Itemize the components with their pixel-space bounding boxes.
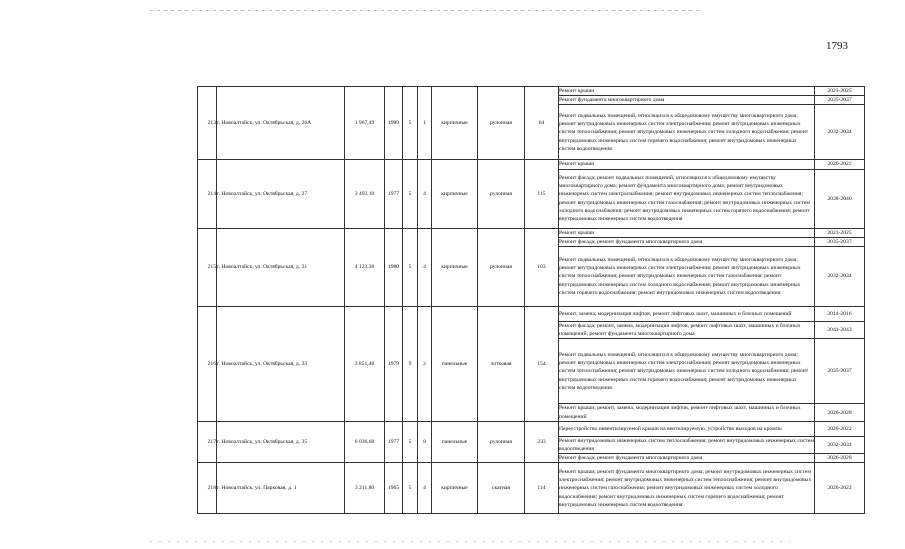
building-area: 1 967,49 (345, 87, 385, 160)
building-year: 1977 (385, 160, 403, 228)
work-period: 2035-2037 (815, 339, 865, 404)
work-period: 2023-2025 (815, 87, 865, 96)
building-entrances: 4 (418, 228, 432, 306)
apartment-count: 154 (525, 307, 559, 422)
work-period: 2032-2034 (815, 105, 865, 160)
building-number: 218 (198, 463, 217, 514)
apartment-count: 114 (525, 463, 559, 514)
apartment-count: 233 (525, 421, 559, 463)
wall-material: панельные (432, 307, 478, 422)
building-number: 216 (198, 307, 217, 422)
building-area: 4 123,30 (345, 228, 385, 306)
work-description: Переустройство невентилируемой крыши на вентилируемую, устройство выходов на кровлю (559, 421, 815, 436)
work-period: 2020-2022 (815, 421, 865, 436)
work-description: Ремонт крыши (559, 160, 815, 169)
apartment-count: 64 (525, 87, 559, 160)
building-address: г. Новоалтайск, ул. Октябрьская, д. 35 (217, 421, 345, 463)
building-address: г. Новоалтайск, ул. Октябрьская, д. 31 (217, 228, 345, 306)
building-entrances: 8 (418, 421, 432, 463)
building-address: г. Новоалтайск, ул. Парковая, д. 1 (217, 463, 345, 514)
building-year: 1979 (385, 307, 403, 422)
building-floors: 5 (403, 87, 418, 160)
scan-artifact-top (150, 10, 700, 11)
work-period: 2023-2025 (815, 228, 865, 237)
page-number: 1793 (826, 40, 848, 52)
building-number: 215 (198, 228, 217, 306)
work-period: 2032-2034 (815, 247, 865, 307)
work-description: Ремонт крыши; ремонт фундамента многоквартирного дома; ремонт внутридомовых инженерных систем электроснабжения; ремонт внутридомовых инженерных систем теплоснабжения; ремонт внутридомовых инженерных систем газоснабжения; ремонт внутридомовых инженерных систем холодного водоснабжения; ремонт внутридомовых инженерных систем горячего водоснабжения; ремонт внутридомовых инженерных систем водоотведения (559, 463, 815, 514)
roof-type: лотковая (478, 307, 525, 422)
building-area: 3 211,80 (345, 463, 385, 514)
table-row (198, 421, 865, 436)
building-number: 213 (198, 87, 217, 160)
building-entrances: 4 (418, 160, 432, 228)
work-description: Ремонт крыши; ремонт, замена, модернизация лифтов, ремонт лифтовых шахт, машинных и блочных помещений (559, 404, 815, 421)
roof-type: скатная (478, 463, 525, 514)
work-period: 2032-2034 (815, 436, 865, 453)
work-description: Ремонт крыши (559, 228, 815, 237)
work-description: Ремонт подвальных помещений, относящихся к общедомовому имуществу многоквартирного дома; ремонт внутридомовых инженерных систем электроснабжения; ремонт внутридомовых инженерных систем теплоснабжения; ремонт внутридомовых инженерных систем холодного водоснабжения; ремонт внутридомовых инженерных систем горячего водоснабжения; ремонт внутридомовых инженерных систем водоотведения (559, 339, 815, 404)
building-floors: 5 (403, 228, 418, 306)
registry-table (197, 86, 865, 514)
wall-material: кирпичные (432, 463, 478, 514)
table-row (198, 160, 865, 169)
wall-material: кирпичные (432, 87, 478, 160)
building-address: г. Новоалтайск, ул. Октябрьская, д. 33 (217, 307, 345, 422)
building-year: 1980 (385, 228, 403, 306)
registry-body (198, 87, 865, 514)
wall-material: кирпичные (432, 228, 478, 306)
work-period: 2020-2022 (815, 463, 865, 514)
building-address: г. Новоалтайск, ул. Октябрьская, д. 27 (217, 160, 345, 228)
building-year: 1977 (385, 421, 403, 463)
work-description: Ремонт фасада; ремонт фундамента многоквартирного дома (559, 237, 815, 246)
building-entrances: 4 (418, 463, 432, 514)
building-area: 3 851,40 (345, 307, 385, 422)
building-entrances: 1 (418, 87, 432, 160)
work-description: Ремонт фасада; ремонт подвальных помещений, относящихся к общедомовому имуществу многоквартирного дома; ремонт фундамента многоквартирного дома; ремонт внутридомовых инженерных систем электроснабжения; ремонт внутридомовых инженерных систем теплоснабжения; ремонт внутридомовых инженерных систем газоснабжения; ремонт внутридомовых инженерных систем холодного водоснабжения; ремонт внутридомовых инженерных систем горячего водоснабжения; ремонт внутридомовых инженерных систем водоотведения (559, 169, 815, 228)
building-address: г. Новоалтайск, ул. Октябрьская, д. 26А (217, 87, 345, 160)
table-row (198, 228, 865, 237)
building-floors: 5 (403, 421, 418, 463)
work-description: Ремонт фасада; ремонт, замена, модернизация лифтов, ремонт лифтовых шахт, машинных и блочных помещений; ремонт фундамента многоквартирного дома (559, 322, 815, 339)
roof-type: рулонная (478, 160, 525, 228)
building-floors: 5 (403, 463, 418, 514)
work-description: Ремонт, замена, модернизация лифтов, ремонт лифтовых шахт, машинных и блочных помещений (559, 307, 815, 322)
table-row (198, 307, 865, 322)
roof-type: рулонная (478, 421, 525, 463)
building-floors: 5 (403, 160, 418, 228)
table-row (198, 463, 865, 514)
wall-material: кирпичные (432, 160, 478, 228)
work-period: 2035-2037 (815, 237, 865, 246)
roof-type: рулонная (478, 228, 525, 306)
work-description: Ремонт крыши (559, 87, 815, 96)
roof-type: рулонная (478, 87, 525, 160)
work-description: Ремонт подвальных помещений, относящихся к общедомовому имуществу многоквартирного дома; ремонт внутридомовых инженерных систем электроснабжения; ремонт внутридомовых инженерных систем теплоснабжения; ремонт внутридомовых инженерных систем холодного водоснабжения; ремонт внутридомовых инженерных систем горячего водоснабжения; ремонт внутридомовых инженерных систем водоотведения (559, 105, 815, 160)
work-period: 2035-2037 (815, 96, 865, 105)
building-area: 3 493,10 (345, 160, 385, 228)
work-period: 2038-2040 (815, 169, 865, 228)
scan-artifact-bottom (150, 541, 790, 542)
apartment-count: 115 (525, 160, 559, 228)
work-period: 2041-2043 (815, 322, 865, 339)
apartment-count: 103 (525, 228, 559, 306)
work-period: 2014-2016 (815, 307, 865, 322)
work-description: Ремонт фундамента многоквартирного дома (559, 96, 815, 105)
building-floors: 9 (403, 307, 418, 422)
building-entrances: 2 (418, 307, 432, 422)
work-description: Ремонт фасада; ремонт фундамента многоквартирного дома (559, 454, 815, 463)
table-row (198, 87, 865, 96)
building-year: 1965 (385, 463, 403, 514)
work-period: 2026-2028 (815, 404, 865, 421)
work-description: Ремонт внутридомовых инженерных систем теплоснабжения; ремонт внутридомовых инженерных систем водоотведения (559, 437, 814, 453)
building-number: 214 (198, 160, 217, 228)
building-number: 217 (198, 421, 217, 463)
work-period: 2020-2022 (815, 160, 865, 169)
work-description: Ремонт подвальных помещений, относящихся к общедомовому имуществу многоквартирного дома; ремонт внутридомовых инженерных систем электроснабжения; ремонт внутридомовых инженерных систем теплоснабжения; ремонт внутридомовых инженерных систем газоснабжения; ремонт внутридомовых инженерных систем холодного водоснабжения; ремонт внутридомовых инженерных систем горячего водоснабжения; ремонт внутридомовых инженерных систем водоотведения (559, 247, 815, 307)
building-area: 6 036,60 (345, 421, 385, 463)
wall-material: панельные (432, 421, 478, 463)
building-year: 1989 (385, 87, 403, 160)
work-period: 2026-2028 (815, 454, 865, 463)
